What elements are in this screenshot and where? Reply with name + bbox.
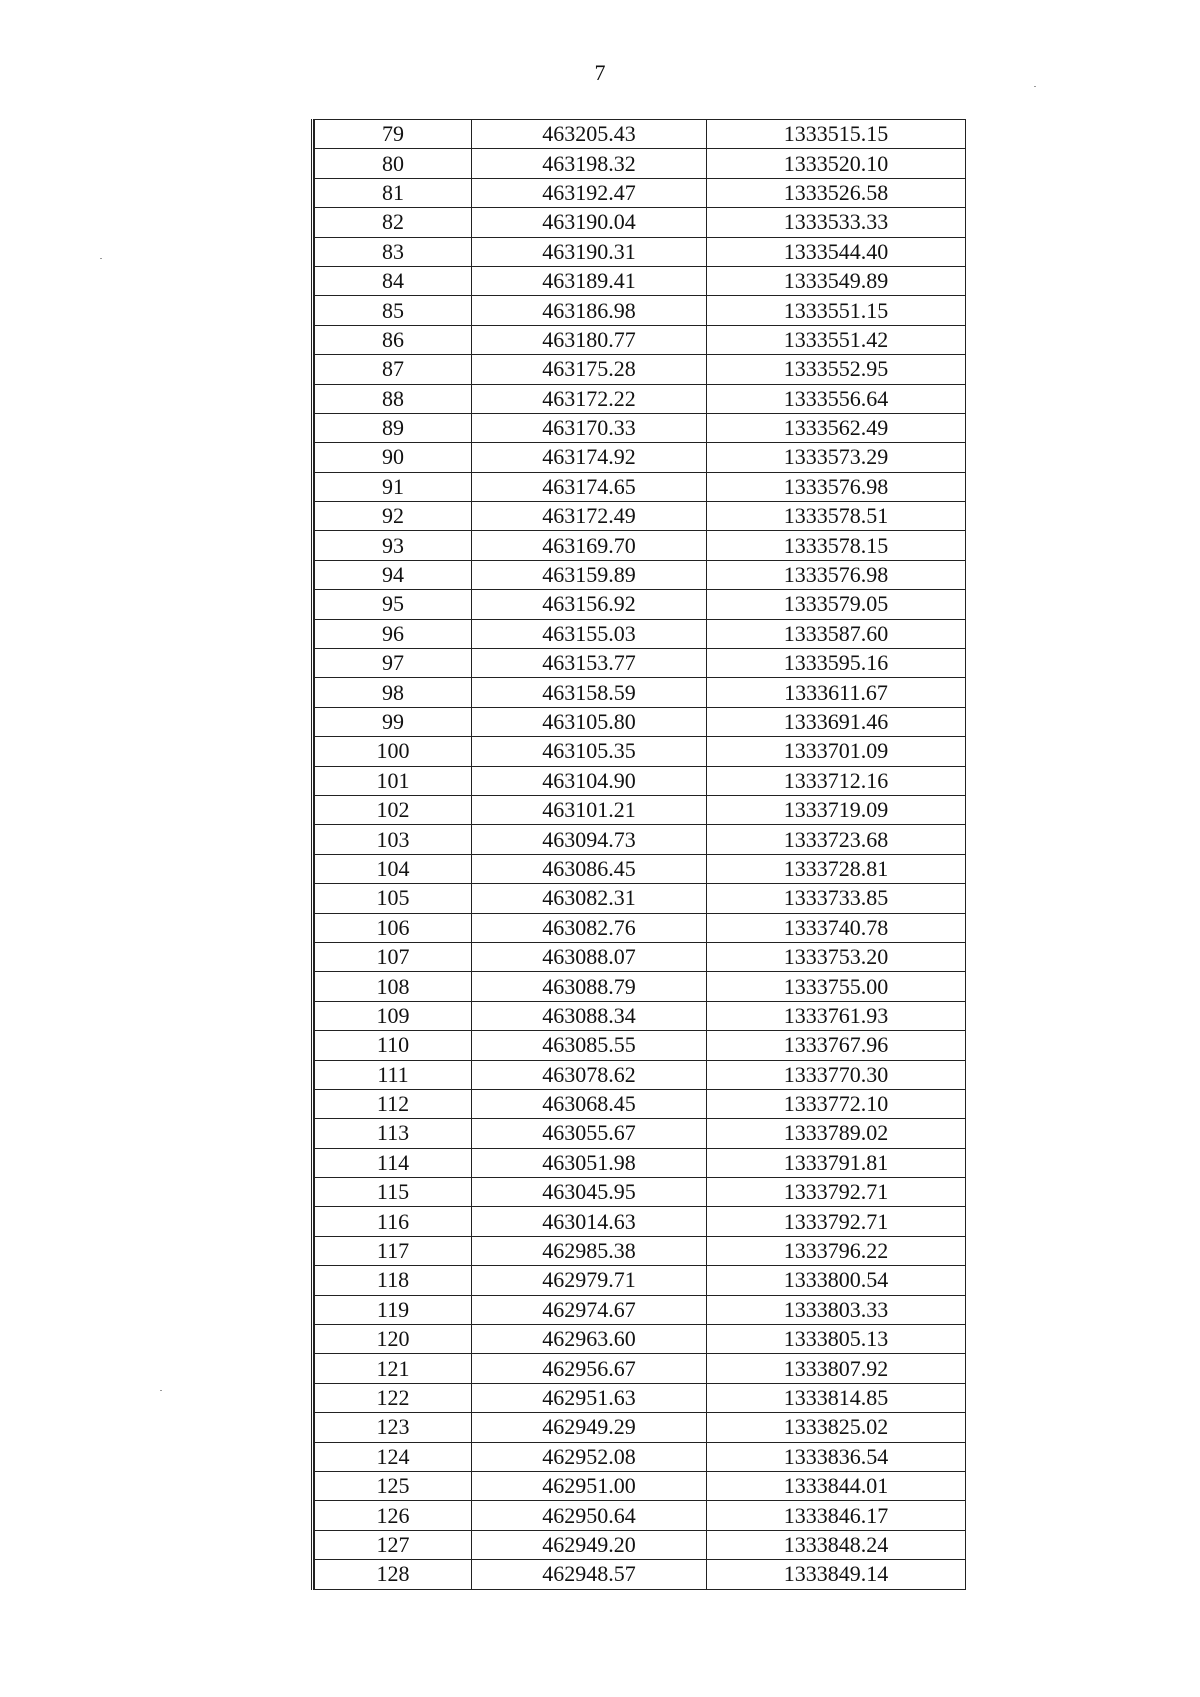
table-row bbox=[315, 737, 966, 766]
y-coordinate-cell: 1333800.54 bbox=[707, 1266, 966, 1295]
point-number-cell: 127 bbox=[315, 1530, 472, 1559]
y-coordinate-cell: 1333712.16 bbox=[707, 766, 966, 795]
scan-speck bbox=[160, 1390, 162, 1391]
point-number-cell: 125 bbox=[315, 1471, 472, 1500]
x-coordinate-cell: 463088.34 bbox=[472, 1001, 707, 1030]
y-coordinate-cell: 1333849.14 bbox=[707, 1560, 966, 1589]
table-row bbox=[315, 590, 966, 619]
y-coordinate-cell: 1333552.95 bbox=[707, 355, 966, 384]
point-number-cell: 118 bbox=[315, 1266, 472, 1295]
point-number-cell: 97 bbox=[315, 649, 472, 678]
table-row bbox=[315, 1031, 966, 1060]
point-number-cell: 113 bbox=[315, 1119, 472, 1148]
x-coordinate-cell: 463172.22 bbox=[472, 384, 707, 413]
y-coordinate-cell: 1333772.10 bbox=[707, 1089, 966, 1118]
y-coordinate-cell: 1333587.60 bbox=[707, 619, 966, 648]
y-coordinate-cell: 1333533.33 bbox=[707, 208, 966, 237]
x-coordinate-cell: 462952.08 bbox=[472, 1442, 707, 1471]
point-number-cell: 124 bbox=[315, 1442, 472, 1471]
y-coordinate-cell: 1333836.54 bbox=[707, 1442, 966, 1471]
y-coordinate-cell: 1333796.22 bbox=[707, 1236, 966, 1265]
x-coordinate-cell: 463104.90 bbox=[472, 766, 707, 795]
y-coordinate-cell: 1333791.81 bbox=[707, 1148, 966, 1177]
point-number-cell: 111 bbox=[315, 1060, 472, 1089]
table-row bbox=[315, 1560, 966, 1589]
x-coordinate-cell: 462950.64 bbox=[472, 1501, 707, 1530]
point-number-cell: 106 bbox=[315, 913, 472, 942]
y-coordinate-cell: 1333770.30 bbox=[707, 1060, 966, 1089]
y-coordinate-cell: 1333728.81 bbox=[707, 854, 966, 883]
x-coordinate-cell: 462963.60 bbox=[472, 1325, 707, 1354]
point-number-cell: 107 bbox=[315, 942, 472, 971]
point-number-cell: 121 bbox=[315, 1354, 472, 1383]
point-number-cell: 95 bbox=[315, 590, 472, 619]
y-coordinate-cell: 1333846.17 bbox=[707, 1501, 966, 1530]
point-number-cell: 114 bbox=[315, 1148, 472, 1177]
x-coordinate-cell: 463175.28 bbox=[472, 355, 707, 384]
table-row bbox=[315, 1501, 966, 1530]
table-row bbox=[315, 472, 966, 501]
x-coordinate-cell: 462949.29 bbox=[472, 1413, 707, 1442]
x-coordinate-cell: 463105.35 bbox=[472, 737, 707, 766]
point-number-cell: 108 bbox=[315, 972, 472, 1001]
y-coordinate-cell: 1333761.93 bbox=[707, 1001, 966, 1030]
y-coordinate-cell: 1333701.09 bbox=[707, 737, 966, 766]
x-coordinate-cell: 463088.07 bbox=[472, 942, 707, 971]
point-number-cell: 115 bbox=[315, 1178, 472, 1207]
y-coordinate-cell: 1333578.51 bbox=[707, 502, 966, 531]
x-coordinate-cell: 463055.67 bbox=[472, 1119, 707, 1148]
x-coordinate-cell: 463172.49 bbox=[472, 502, 707, 531]
x-coordinate-cell: 463156.92 bbox=[472, 590, 707, 619]
table-row bbox=[315, 531, 966, 560]
table-row bbox=[315, 913, 966, 942]
table-row bbox=[315, 443, 966, 472]
point-number-cell: 88 bbox=[315, 384, 472, 413]
table-row bbox=[315, 502, 966, 531]
table-row bbox=[315, 178, 966, 207]
y-coordinate-cell: 1333740.78 bbox=[707, 913, 966, 942]
y-coordinate-cell: 1333792.71 bbox=[707, 1207, 966, 1236]
point-number-cell: 82 bbox=[315, 208, 472, 237]
point-number-cell: 80 bbox=[315, 149, 472, 178]
table-row bbox=[315, 266, 966, 295]
table-row bbox=[315, 149, 966, 178]
point-number-cell: 79 bbox=[315, 120, 472, 149]
y-coordinate-cell: 1333803.33 bbox=[707, 1295, 966, 1324]
table-row bbox=[315, 1442, 966, 1471]
y-coordinate-cell: 1333551.15 bbox=[707, 296, 966, 325]
y-coordinate-cell: 1333578.15 bbox=[707, 531, 966, 560]
y-coordinate-cell: 1333767.96 bbox=[707, 1031, 966, 1060]
table-row bbox=[315, 325, 966, 354]
point-number-cell: 94 bbox=[315, 560, 472, 589]
point-number-cell: 99 bbox=[315, 707, 472, 736]
point-number-cell: 117 bbox=[315, 1236, 472, 1265]
point-number-cell: 86 bbox=[315, 325, 472, 354]
table-row bbox=[315, 1060, 966, 1089]
y-coordinate-cell: 1333825.02 bbox=[707, 1413, 966, 1442]
y-coordinate-cell: 1333691.46 bbox=[707, 707, 966, 736]
table-row bbox=[315, 413, 966, 442]
table-row bbox=[315, 1295, 966, 1324]
x-coordinate-cell: 463190.31 bbox=[472, 237, 707, 266]
point-number-cell: 103 bbox=[315, 825, 472, 854]
point-number-cell: 119 bbox=[315, 1295, 472, 1324]
table-row bbox=[315, 1530, 966, 1559]
point-number-cell: 89 bbox=[315, 413, 472, 442]
table-row bbox=[315, 1325, 966, 1354]
y-coordinate-cell: 1333562.49 bbox=[707, 413, 966, 442]
y-coordinate-cell: 1333719.09 bbox=[707, 795, 966, 824]
table-row bbox=[315, 1207, 966, 1236]
point-number-cell: 105 bbox=[315, 884, 472, 913]
point-number-cell: 104 bbox=[315, 854, 472, 883]
x-coordinate-cell: 463014.63 bbox=[472, 1207, 707, 1236]
point-number-cell: 83 bbox=[315, 237, 472, 266]
table-row bbox=[315, 355, 966, 384]
y-coordinate-cell: 1333792.71 bbox=[707, 1178, 966, 1207]
y-coordinate-cell: 1333520.10 bbox=[707, 149, 966, 178]
y-coordinate-cell: 1333549.89 bbox=[707, 266, 966, 295]
table-row bbox=[315, 384, 966, 413]
x-coordinate-cell: 463078.62 bbox=[472, 1060, 707, 1089]
table-row bbox=[315, 296, 966, 325]
table-row bbox=[315, 649, 966, 678]
x-coordinate-cell: 463155.03 bbox=[472, 619, 707, 648]
table-row bbox=[315, 1119, 966, 1148]
y-coordinate-cell: 1333551.42 bbox=[707, 325, 966, 354]
x-coordinate-cell: 463174.65 bbox=[472, 472, 707, 501]
y-coordinate-cell: 1333723.68 bbox=[707, 825, 966, 854]
x-coordinate-cell: 463180.77 bbox=[472, 325, 707, 354]
point-number-cell: 93 bbox=[315, 531, 472, 560]
table-row bbox=[315, 884, 966, 913]
x-coordinate-cell: 463094.73 bbox=[472, 825, 707, 854]
x-coordinate-cell: 463082.31 bbox=[472, 884, 707, 913]
y-coordinate-cell: 1333755.00 bbox=[707, 972, 966, 1001]
y-coordinate-cell: 1333576.98 bbox=[707, 560, 966, 589]
table-row bbox=[315, 1383, 966, 1412]
y-coordinate-cell: 1333733.85 bbox=[707, 884, 966, 913]
y-coordinate-cell: 1333576.98 bbox=[707, 472, 966, 501]
x-coordinate-cell: 463198.32 bbox=[472, 149, 707, 178]
table-row bbox=[315, 707, 966, 736]
x-coordinate-cell: 462956.67 bbox=[472, 1354, 707, 1383]
scan-speck bbox=[1034, 86, 1036, 87]
point-number-cell: 85 bbox=[315, 296, 472, 325]
point-number-cell: 84 bbox=[315, 266, 472, 295]
x-coordinate-cell: 463169.70 bbox=[472, 531, 707, 560]
x-coordinate-cell: 463086.45 bbox=[472, 854, 707, 883]
x-coordinate-cell: 463051.98 bbox=[472, 1148, 707, 1177]
x-coordinate-cell: 463153.77 bbox=[472, 649, 707, 678]
x-coordinate-cell: 463158.59 bbox=[472, 678, 707, 707]
table-row bbox=[315, 237, 966, 266]
x-coordinate-cell: 463101.21 bbox=[472, 795, 707, 824]
point-number-cell: 116 bbox=[315, 1207, 472, 1236]
table-row bbox=[315, 1089, 966, 1118]
table-row bbox=[315, 1413, 966, 1442]
x-coordinate-cell: 463174.92 bbox=[472, 443, 707, 472]
x-coordinate-cell: 463105.80 bbox=[472, 707, 707, 736]
point-number-cell: 128 bbox=[315, 1560, 472, 1589]
y-coordinate-cell: 1333814.85 bbox=[707, 1383, 966, 1412]
table-row bbox=[315, 825, 966, 854]
coordinates-table-wrapper bbox=[311, 119, 962, 1590]
x-coordinate-cell: 462985.38 bbox=[472, 1236, 707, 1265]
x-coordinate-cell: 463082.76 bbox=[472, 913, 707, 942]
coordinates-table bbox=[314, 119, 966, 1590]
table-row bbox=[315, 678, 966, 707]
point-number-cell: 101 bbox=[315, 766, 472, 795]
x-coordinate-cell: 463045.95 bbox=[472, 1178, 707, 1207]
page-number: 7 bbox=[594, 60, 606, 85]
table-row bbox=[315, 1266, 966, 1295]
table-row bbox=[315, 619, 966, 648]
point-number-cell: 112 bbox=[315, 1089, 472, 1118]
table-row bbox=[315, 795, 966, 824]
x-coordinate-cell: 463186.98 bbox=[472, 296, 707, 325]
table-row bbox=[315, 208, 966, 237]
table-row bbox=[315, 1001, 966, 1030]
point-number-cell: 96 bbox=[315, 619, 472, 648]
x-coordinate-cell: 462974.67 bbox=[472, 1295, 707, 1324]
y-coordinate-cell: 1333579.05 bbox=[707, 590, 966, 619]
y-coordinate-cell: 1333805.13 bbox=[707, 1325, 966, 1354]
x-coordinate-cell: 463205.43 bbox=[472, 120, 707, 149]
point-number-cell: 120 bbox=[315, 1325, 472, 1354]
table-row bbox=[315, 1354, 966, 1383]
x-coordinate-cell: 462949.20 bbox=[472, 1530, 707, 1559]
point-number-cell: 110 bbox=[315, 1031, 472, 1060]
point-number-cell: 92 bbox=[315, 502, 472, 531]
point-number-cell: 87 bbox=[315, 355, 472, 384]
table-row bbox=[315, 854, 966, 883]
table-row bbox=[315, 942, 966, 971]
scan-speck bbox=[100, 258, 102, 259]
point-number-cell: 126 bbox=[315, 1501, 472, 1530]
x-coordinate-cell: 463068.45 bbox=[472, 1089, 707, 1118]
table-row bbox=[315, 972, 966, 1001]
table-row bbox=[315, 120, 966, 149]
point-number-cell: 91 bbox=[315, 472, 472, 501]
y-coordinate-cell: 1333611.67 bbox=[707, 678, 966, 707]
y-coordinate-cell: 1333848.24 bbox=[707, 1530, 966, 1559]
y-coordinate-cell: 1333807.92 bbox=[707, 1354, 966, 1383]
x-coordinate-cell: 463159.89 bbox=[472, 560, 707, 589]
point-number-cell: 90 bbox=[315, 443, 472, 472]
y-coordinate-cell: 1333573.29 bbox=[707, 443, 966, 472]
x-coordinate-cell: 463192.47 bbox=[472, 178, 707, 207]
x-coordinate-cell: 462979.71 bbox=[472, 1266, 707, 1295]
y-coordinate-cell: 1333595.16 bbox=[707, 649, 966, 678]
point-number-cell: 100 bbox=[315, 737, 472, 766]
point-number-cell: 123 bbox=[315, 1413, 472, 1442]
table-row bbox=[315, 560, 966, 589]
y-coordinate-cell: 1333544.40 bbox=[707, 237, 966, 266]
y-coordinate-cell: 1333753.20 bbox=[707, 942, 966, 971]
y-coordinate-cell: 1333789.02 bbox=[707, 1119, 966, 1148]
point-number-cell: 98 bbox=[315, 678, 472, 707]
x-coordinate-cell: 463170.33 bbox=[472, 413, 707, 442]
x-coordinate-cell: 463189.41 bbox=[472, 266, 707, 295]
table-row bbox=[315, 1178, 966, 1207]
table-row bbox=[315, 1148, 966, 1177]
table-row bbox=[315, 1236, 966, 1265]
x-coordinate-cell: 463085.55 bbox=[472, 1031, 707, 1060]
point-number-cell: 102 bbox=[315, 795, 472, 824]
y-coordinate-cell: 1333526.58 bbox=[707, 178, 966, 207]
table-row bbox=[315, 1471, 966, 1500]
y-coordinate-cell: 1333844.01 bbox=[707, 1471, 966, 1500]
table-row bbox=[315, 766, 966, 795]
x-coordinate-cell: 463088.79 bbox=[472, 972, 707, 1001]
y-coordinate-cell: 1333556.64 bbox=[707, 384, 966, 413]
point-number-cell: 81 bbox=[315, 178, 472, 207]
y-coordinate-cell: 1333515.15 bbox=[707, 120, 966, 149]
x-coordinate-cell: 462951.63 bbox=[472, 1383, 707, 1412]
point-number-cell: 109 bbox=[315, 1001, 472, 1030]
x-coordinate-cell: 463190.04 bbox=[472, 208, 707, 237]
point-number-cell: 122 bbox=[315, 1383, 472, 1412]
coordinates-table-body bbox=[315, 120, 966, 1590]
x-coordinate-cell: 462948.57 bbox=[472, 1560, 707, 1589]
x-coordinate-cell: 462951.00 bbox=[472, 1471, 707, 1500]
